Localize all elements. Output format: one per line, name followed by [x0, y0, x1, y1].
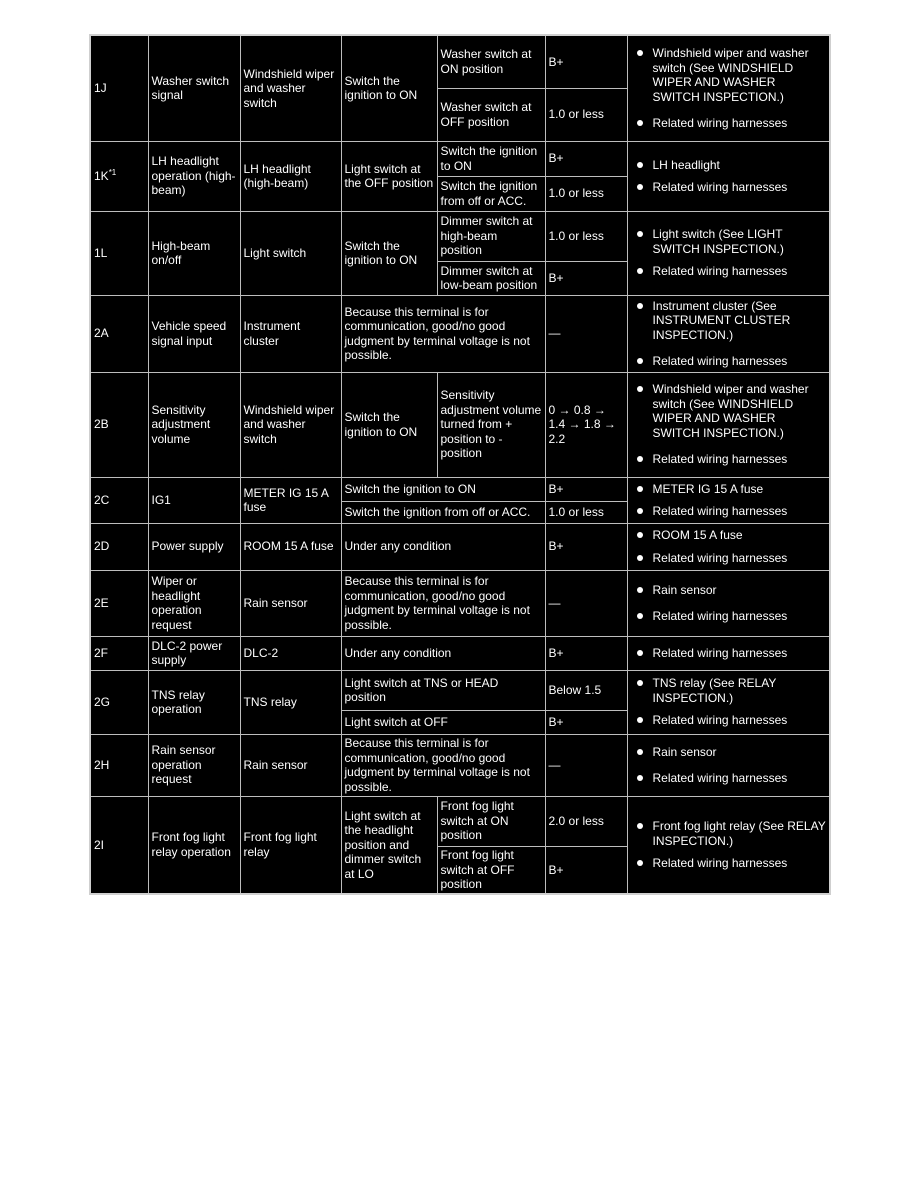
- table-row-2g: [90, 670, 830, 710]
- signal-cell: LH headlight operation (high-beam): [148, 141, 240, 211]
- condition-cell: Switch the ignition to ON: [341, 477, 545, 501]
- condition-cell: Under any condition: [341, 523, 545, 570]
- inspection-item: Related wiring harnesses: [653, 504, 827, 519]
- connected-to-cell: Rain sensor: [240, 734, 341, 796]
- inspection-item: TNS relay (See RELAY INSPECTION.): [653, 676, 827, 705]
- terminal-cell: 2D: [90, 523, 148, 570]
- measure-condition-cell: Switch the ignition to ON: [341, 35, 437, 141]
- terminal-cell: 2B: [90, 372, 148, 477]
- voltage-cell: 1.0 or less: [545, 501, 627, 523]
- inspection-cell: [627, 477, 830, 523]
- voltage-cell: B+: [545, 477, 627, 501]
- connected-to-cell: LH headlight (high-beam): [240, 141, 341, 211]
- terminal-label: 1K: [94, 168, 109, 183]
- condition-cell: Because this terminal is for communication, good/no good judgment by terminal voltage is not possible.: [341, 570, 545, 636]
- voltage-cell: B+: [545, 846, 627, 894]
- signal-cell: Front fog light relay operation: [148, 796, 240, 894]
- signal-cell: IG1: [148, 477, 240, 523]
- condition-cell: Front fog light switch at ON position: [437, 796, 545, 846]
- terminal-cell: 2F: [90, 636, 148, 670]
- inspection-item: Rain sensor: [653, 745, 827, 760]
- voltage-cell: B+: [545, 261, 627, 295]
- voltage-cell: 1.0 or less: [545, 211, 627, 261]
- terminal-cell: 2H: [90, 734, 148, 796]
- inspection-item: Front fog light relay (See RELAY INSPECTION.): [652, 819, 826, 848]
- condition-cell: Washer switch at OFF position: [437, 88, 545, 141]
- table-row-2a: [90, 295, 830, 372]
- connected-to-cell: ROOM 15 A fuse: [240, 523, 341, 570]
- connected-to-cell: Rain sensor: [240, 570, 341, 636]
- inspection-cell: [627, 636, 830, 670]
- connected-to-cell: Windshield wiper and washer switch: [240, 35, 341, 141]
- table-row-2h: [90, 734, 830, 796]
- terminal-cell: 2I: [90, 796, 148, 894]
- terminal-cell: 2G: [90, 670, 148, 734]
- table-row-2i: [90, 796, 830, 846]
- table-row-2e: [90, 570, 830, 636]
- inspection-cell: [627, 570, 830, 636]
- signal-cell: Vehicle speed signal input: [148, 295, 240, 372]
- table-row-1j: [90, 35, 830, 88]
- connected-to-cell: TNS relay: [240, 670, 341, 734]
- signal-cell: TNS relay operation: [148, 670, 240, 734]
- measure-condition-cell: Light switch at the headlight position and dimmer switch at LO: [341, 796, 437, 894]
- signal-cell: Rain sensor operation request: [148, 734, 240, 796]
- voltage-cell: —: [545, 570, 627, 636]
- voltage-cell: 0 → 0.8 → 1.4 → 1.8 → 2.2: [545, 372, 627, 477]
- voltage-cell: 1.0 or less: [545, 88, 627, 141]
- voltage-cell: B+: [545, 35, 627, 88]
- voltage-cell: Below 1.5: [545, 670, 627, 710]
- inspection-item: LH headlight: [653, 158, 827, 173]
- measure-condition-cell: Switch the ignition to ON: [341, 372, 437, 477]
- condition-cell: Switch the ignition from off or ACC.: [437, 176, 545, 211]
- condition-cell: Because this terminal is for communication, good/no good judgment by terminal voltage is not possible.: [341, 295, 545, 372]
- inspection-cell: [627, 523, 830, 570]
- inspection-cell: [627, 295, 830, 372]
- condition-cell: Washer switch at ON position: [437, 35, 545, 88]
- table-row-2c: [90, 477, 830, 501]
- inspection-item: Related wiring harnesses: [653, 856, 827, 871]
- table-row-2f: [90, 636, 830, 670]
- inspection-item: Related wiring harnesses: [653, 551, 827, 566]
- condition-cell: Switch the ignition from off or ACC.: [341, 501, 545, 523]
- inspection-item: Related wiring harnesses: [653, 713, 827, 728]
- signal-cell: DLC-2 power supply: [148, 636, 240, 670]
- inspection-cell: [627, 141, 830, 211]
- connected-to-cell: Front fog light relay: [240, 796, 341, 894]
- signal-cell: High-beam on/off: [148, 211, 240, 295]
- condition-cell: Sensitivity adjustment volume turned from + position to - position: [437, 372, 545, 477]
- terminal-voltage-table: [89, 34, 831, 895]
- connected-to-cell: Windshield wiper and washer switch: [240, 372, 341, 477]
- inspection-item: METER IG 15 A fuse: [653, 482, 827, 497]
- table-row-2b: [90, 372, 830, 477]
- inspection-item: Light switch (See LIGHT SWITCH INSPECTION.): [653, 227, 827, 256]
- table-row-1l: [90, 211, 830, 261]
- connected-to-cell: DLC-2: [240, 636, 341, 670]
- terminal-cell: [90, 141, 148, 211]
- inspection-item: Related wiring harnesses: [653, 116, 827, 131]
- terminal-note: *1: [108, 167, 117, 177]
- condition-cell: Dimmer switch at high-beam position: [437, 211, 545, 261]
- connected-to-cell: Light switch: [240, 211, 341, 295]
- inspection-item: Related wiring harnesses: [653, 180, 827, 195]
- inspection-item: Related wiring harnesses: [653, 354, 827, 369]
- inspection-cell: [627, 372, 830, 477]
- inspection-item: Rain sensor: [653, 583, 827, 598]
- signal-cell: Wiper or headlight operation request: [148, 570, 240, 636]
- terminal-cell: 2E: [90, 570, 148, 636]
- inspection-item: Related wiring harnesses: [653, 264, 827, 279]
- signal-cell: Power supply: [148, 523, 240, 570]
- inspection-item: Related wiring harnesses: [653, 646, 827, 661]
- inspection-item: Windshield wiper and washer switch (See WINDSHIELD WIPER AND WASHER SWITCH INSPECTION.): [653, 46, 827, 104]
- measure-condition-cell: Light switch at the OFF position: [341, 141, 437, 211]
- inspection-cell: [627, 670, 830, 734]
- signal-cell: Washer switch signal: [148, 35, 240, 141]
- measure-condition-cell: Switch the ignition to ON: [341, 211, 437, 295]
- inspection-item: Related wiring harnesses: [653, 771, 827, 786]
- condition-cell: Under any condition: [341, 636, 545, 670]
- condition-cell: Because this terminal is for communication, good/no good judgment by terminal voltage is not possible.: [341, 734, 545, 796]
- connected-to-cell: Instrument cluster: [240, 295, 341, 372]
- table-row-2d: [90, 523, 830, 570]
- voltage-cell: B+: [545, 710, 627, 734]
- inspection-item: Windshield wiper and washer switch (See WINDSHIELD WIPER AND WASHER SWITCH INSPECTION.): [653, 382, 827, 440]
- inspection-cell: [627, 796, 830, 894]
- condition-cell: Front fog light switch at OFF position: [437, 846, 545, 894]
- inspection-cell: [627, 211, 830, 295]
- terminal-cell: 1J: [90, 35, 148, 141]
- inspection-cell: [627, 734, 830, 796]
- terminal-cell: 2C: [90, 477, 148, 523]
- inspection-item: Related wiring harnesses: [653, 452, 827, 467]
- connected-to-cell: METER IG 15 A fuse: [240, 477, 341, 523]
- inspection-item: ROOM 15 A fuse: [653, 528, 827, 543]
- voltage-cell: 2.0 or less: [545, 796, 627, 846]
- condition-cell: Light switch at OFF: [341, 710, 545, 734]
- voltage-cell: —: [545, 295, 627, 372]
- terminal-cell: 2A: [90, 295, 148, 372]
- voltage-cell: B+: [545, 141, 627, 176]
- voltage-cell: 1.0 or less: [545, 176, 627, 211]
- inspection-item: Related wiring harnesses: [653, 609, 827, 624]
- condition-cell: Dimmer switch at low-beam position: [437, 261, 545, 295]
- voltage-cell: B+: [545, 636, 627, 670]
- signal-cell: Sensitivity adjustment volume: [148, 372, 240, 477]
- voltage-cell: B+: [545, 523, 627, 570]
- inspection-cell: [627, 35, 830, 141]
- condition-cell: Light switch at TNS or HEAD position: [341, 670, 545, 710]
- condition-cell: Switch the ignition to ON: [437, 141, 545, 176]
- terminal-cell: 1L: [90, 211, 148, 295]
- voltage-cell: —: [545, 734, 627, 796]
- table-row-1k: [90, 141, 830, 176]
- inspection-item: Instrument cluster (See INSTRUMENT CLUSTER INSPECTION.): [653, 299, 827, 343]
